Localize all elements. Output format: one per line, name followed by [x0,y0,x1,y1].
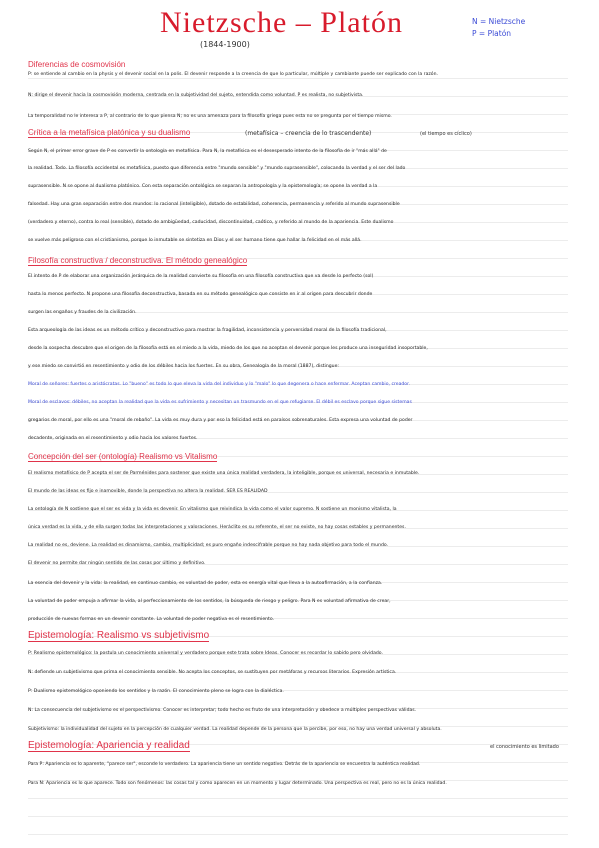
text-line: (verdadero y eterno), contra lo real (sensible), dotado de ambigüedad, caducidad, discontinuidad, caótico, y referido al mundo de la apariencia. Este dualismo [28,220,394,225]
text-line: N: La consecuencia del subjetivismo es el perspectivismo. Conocer es interpretar; todo hecho es fruto de una interpretación y obedece a múltiples perspectivas válidas. [28,708,417,713]
text-line: La esencia del devenir y la vida: la realidad, en continuo cambio, es voluntad de poder, esta es energía vital que lleva a la autoafirmación, a la confianza. [28,581,383,586]
text-line: La ontología de N sostiene que el ser es vida y la vida es devenir. En vitalismo que reivindica la vida como el valor supremo. N sostiene un monismo vitalista, la [28,507,397,512]
text-line: surgen las engaños y fraudes de la civilización. [28,310,137,315]
text-line: Para N: Apariencia es lo que aparece. Todo son fenómenos: las cosas tal y como aparecen en un momento y lugar determinado. Una perspectiva es real, pero no es la única realidad. [28,781,447,786]
text-line: P: Realismo epistemológico: la postula un conocimiento universal y verdadero porque este trata sobre Ideas. Conocer es recordar lo sabido pero olvidado. [28,651,383,656]
text-line: N: dirige el devenir hacia la cosmovisión moderna, centrada en la subjetividad del sujeto, entendida como voluntad. P es realista, no subjetivista. [28,93,364,98]
text-line: El devenir no permite dar ningún sentido de las cosas por último y definitivo. [28,561,206,566]
ruled-line [28,834,568,835]
text-line: y ese miedo se convirtió en resentimiento y odio de los débiles hacia los fuertes. En su obra, Genealogía de la moral (1887), distingue: [28,364,339,369]
text-line: hasta lo menos perfecto. N propone una filosofía deconstructiva, basada en su método genealógico que consiste en ir al origen para descubrir donde [28,292,373,297]
text-line: La voluntad de poder empuja a afirmar la vida, al perfeccionamiento de los sentidos, la búsqueda de riesgo y peligro. Para N es voluntad afirmativa de crear, [28,599,391,604]
text-line: se vuelve más peligroso con el cristianismo, porque lo inmutable se sintetiza en Dios y el ser humano tiene que hallar la felicidad en el más allá. [28,238,362,243]
section-note: (el tiempo es cíclico) [420,131,472,137]
text-line: desde la sospecha descubre que el origen de la filosofía está en el miedo a la vida, miedo de los que no aceptan el devenir porque les produce una inseguridad insoportable, [28,346,428,351]
text-line: Según N, el primer error grave de P es convertir la ontología en metafísica. Para N, la metafísica es el desesperado intento de la filosofía de ir "más allá" de [28,149,387,154]
page-title: Nietzsche – Platón [160,6,403,39]
abbreviation-legend [472,16,525,40]
text-line: N: defiende un subjetivismo que prima el conocimiento sensible. No acepta los conceptos, se sustituyen por metáforas y recursos literarios. Expresión artística. [28,670,397,675]
text-line: Subjetivismo: la individualidad del sujeto en la percepción de cualquier verdad. La realidad depende de la persona que la percibe, por eso, no hay una verdad universal y absoluta. [28,727,442,732]
text-line: El mundo de las ideas es fijo e inamovible, donde la perspectiva no altera la realidad. SER ES REALIDAD [28,489,268,494]
section-heading: Concepción del ser (ontología) Realismo vs Vitalismo [28,452,218,461]
ruled-line [28,816,568,817]
text-line: Para P: Apariencia es lo aparente, "parece ser", esconde lo verdadero. La apariencia tiene un sentido negativo. Detrás de la apariencia se encuentra la auténtica realidad. [28,762,421,767]
text-line: Esta arqueología de las ideas es un método crítico y deconstructivo para mostrar la fragilidad, inconsistencia y perversidad moral de la filosofía tradicional, [28,328,387,333]
legend-p: P = Platón [472,29,512,38]
text-line: la realidad. Todo. La filosofía occidental es metafísica, puesto que diferencia entre "mundo sensible" y "mundo suprasensible", colocando la verdad y el ser del lado [28,166,406,171]
text-line: Moral de señores: fuertes o aristócratas. Lo "bueno" es todo lo que eleva la vida del individuo y lo "malo" lo que degenera o hace enfermar. Aceptan cambio, creador. [28,382,411,387]
section-heading: Filosofía constructiva / deconstructiva. El método genealógico [28,256,248,265]
section-note: el conocimiento es limitado [490,744,559,750]
legend-n: N = Nietzsche [472,17,526,26]
text-line: falsedad. Hay una gran separación entre dos mundos: lo racional (inteligible), dotado de estabilidad, coherencia, permanencia y referido al mundo suprasensible [28,202,400,207]
text-line: producción de nuevas formas en un devenir constante. La voluntad de poder negativa es el resentimiento. [28,617,275,622]
text-line: suprasensible. N se opone al dualismo platónico. Con esta separación ontológica se separan la antropología y la epistemología; se opone la verdad a la [28,184,378,189]
text-line: decadente, originada en el resentimiento y odio hacia los valores fuertes. [28,436,198,441]
ruled-line [28,798,568,799]
text-line: única verdad es la vida, y de ella surgen todas las interpretaciones y valoraciones. Heráclito es su referente, el ser no existe, no hay cosas estables y permanentes. [28,525,406,530]
section-heading: Diferencias de cosmovisión [28,60,126,69]
text-line: El realismo metafísico de P acepta el ser de Parménides para sostener que existe una única realidad verdadera, la inteligible, porque es universal, necesaria e inmutable. [28,471,420,476]
section-heading: Epistemología: Apariencia y realidad [28,740,190,751]
text-line: La realidad no es, deviene. La realidad es dinamismo, cambio, multiplicidad; es puro engaño indescifrable porque no hay nada objetivo para todo el mundo. [28,543,389,548]
section-heading: Epistemología: Realismo vs subjetivismo [28,630,210,641]
text-line: P: se entiende al cambio en la physis y el devenir social en la polis. El devenir responde a la creencia de que lo particular, múltiple y cambiante puede ser explicado con la razón. [28,72,438,77]
section-heading: Crítica a la metafísica platónica y su dualismo [28,128,191,137]
text-line: P: Dualismo epistemológico oponiendo los sentidos y la razón. El conocimiento pleno se logra con la dialéctica. [28,689,284,694]
text-line: Moral de esclavos: débiles, no aceptan la realidad que la vida es sufrimiento y necesitan un trasmundo en el que refugiarse. El débil es esclavo porque sigue sistemas [28,400,412,405]
text-line: gregarios de moral, por ello es una "moral de rebaño". La vida es muy dura y por eso la felicidad está en paraísos sobrenaturales. Esta expresa una voluntad de poder [28,418,413,423]
dates-label: (1844-1900) [200,40,250,49]
section-aside: (metafísica – creencia de lo trascendente) [245,130,372,137]
text-line: La temporalidad no le interesa a P, al contrario de lo que piensa N; no es una amenaza para la filosofía griega pues esta no se pregunta por el tiempo mismo. [28,114,392,119]
text-line: El intento de P de elaborar una organización jerárquica de la realidad convierte su filosofía en una filosofía constructiva que va desde lo perfecto (sol) [28,274,374,279]
